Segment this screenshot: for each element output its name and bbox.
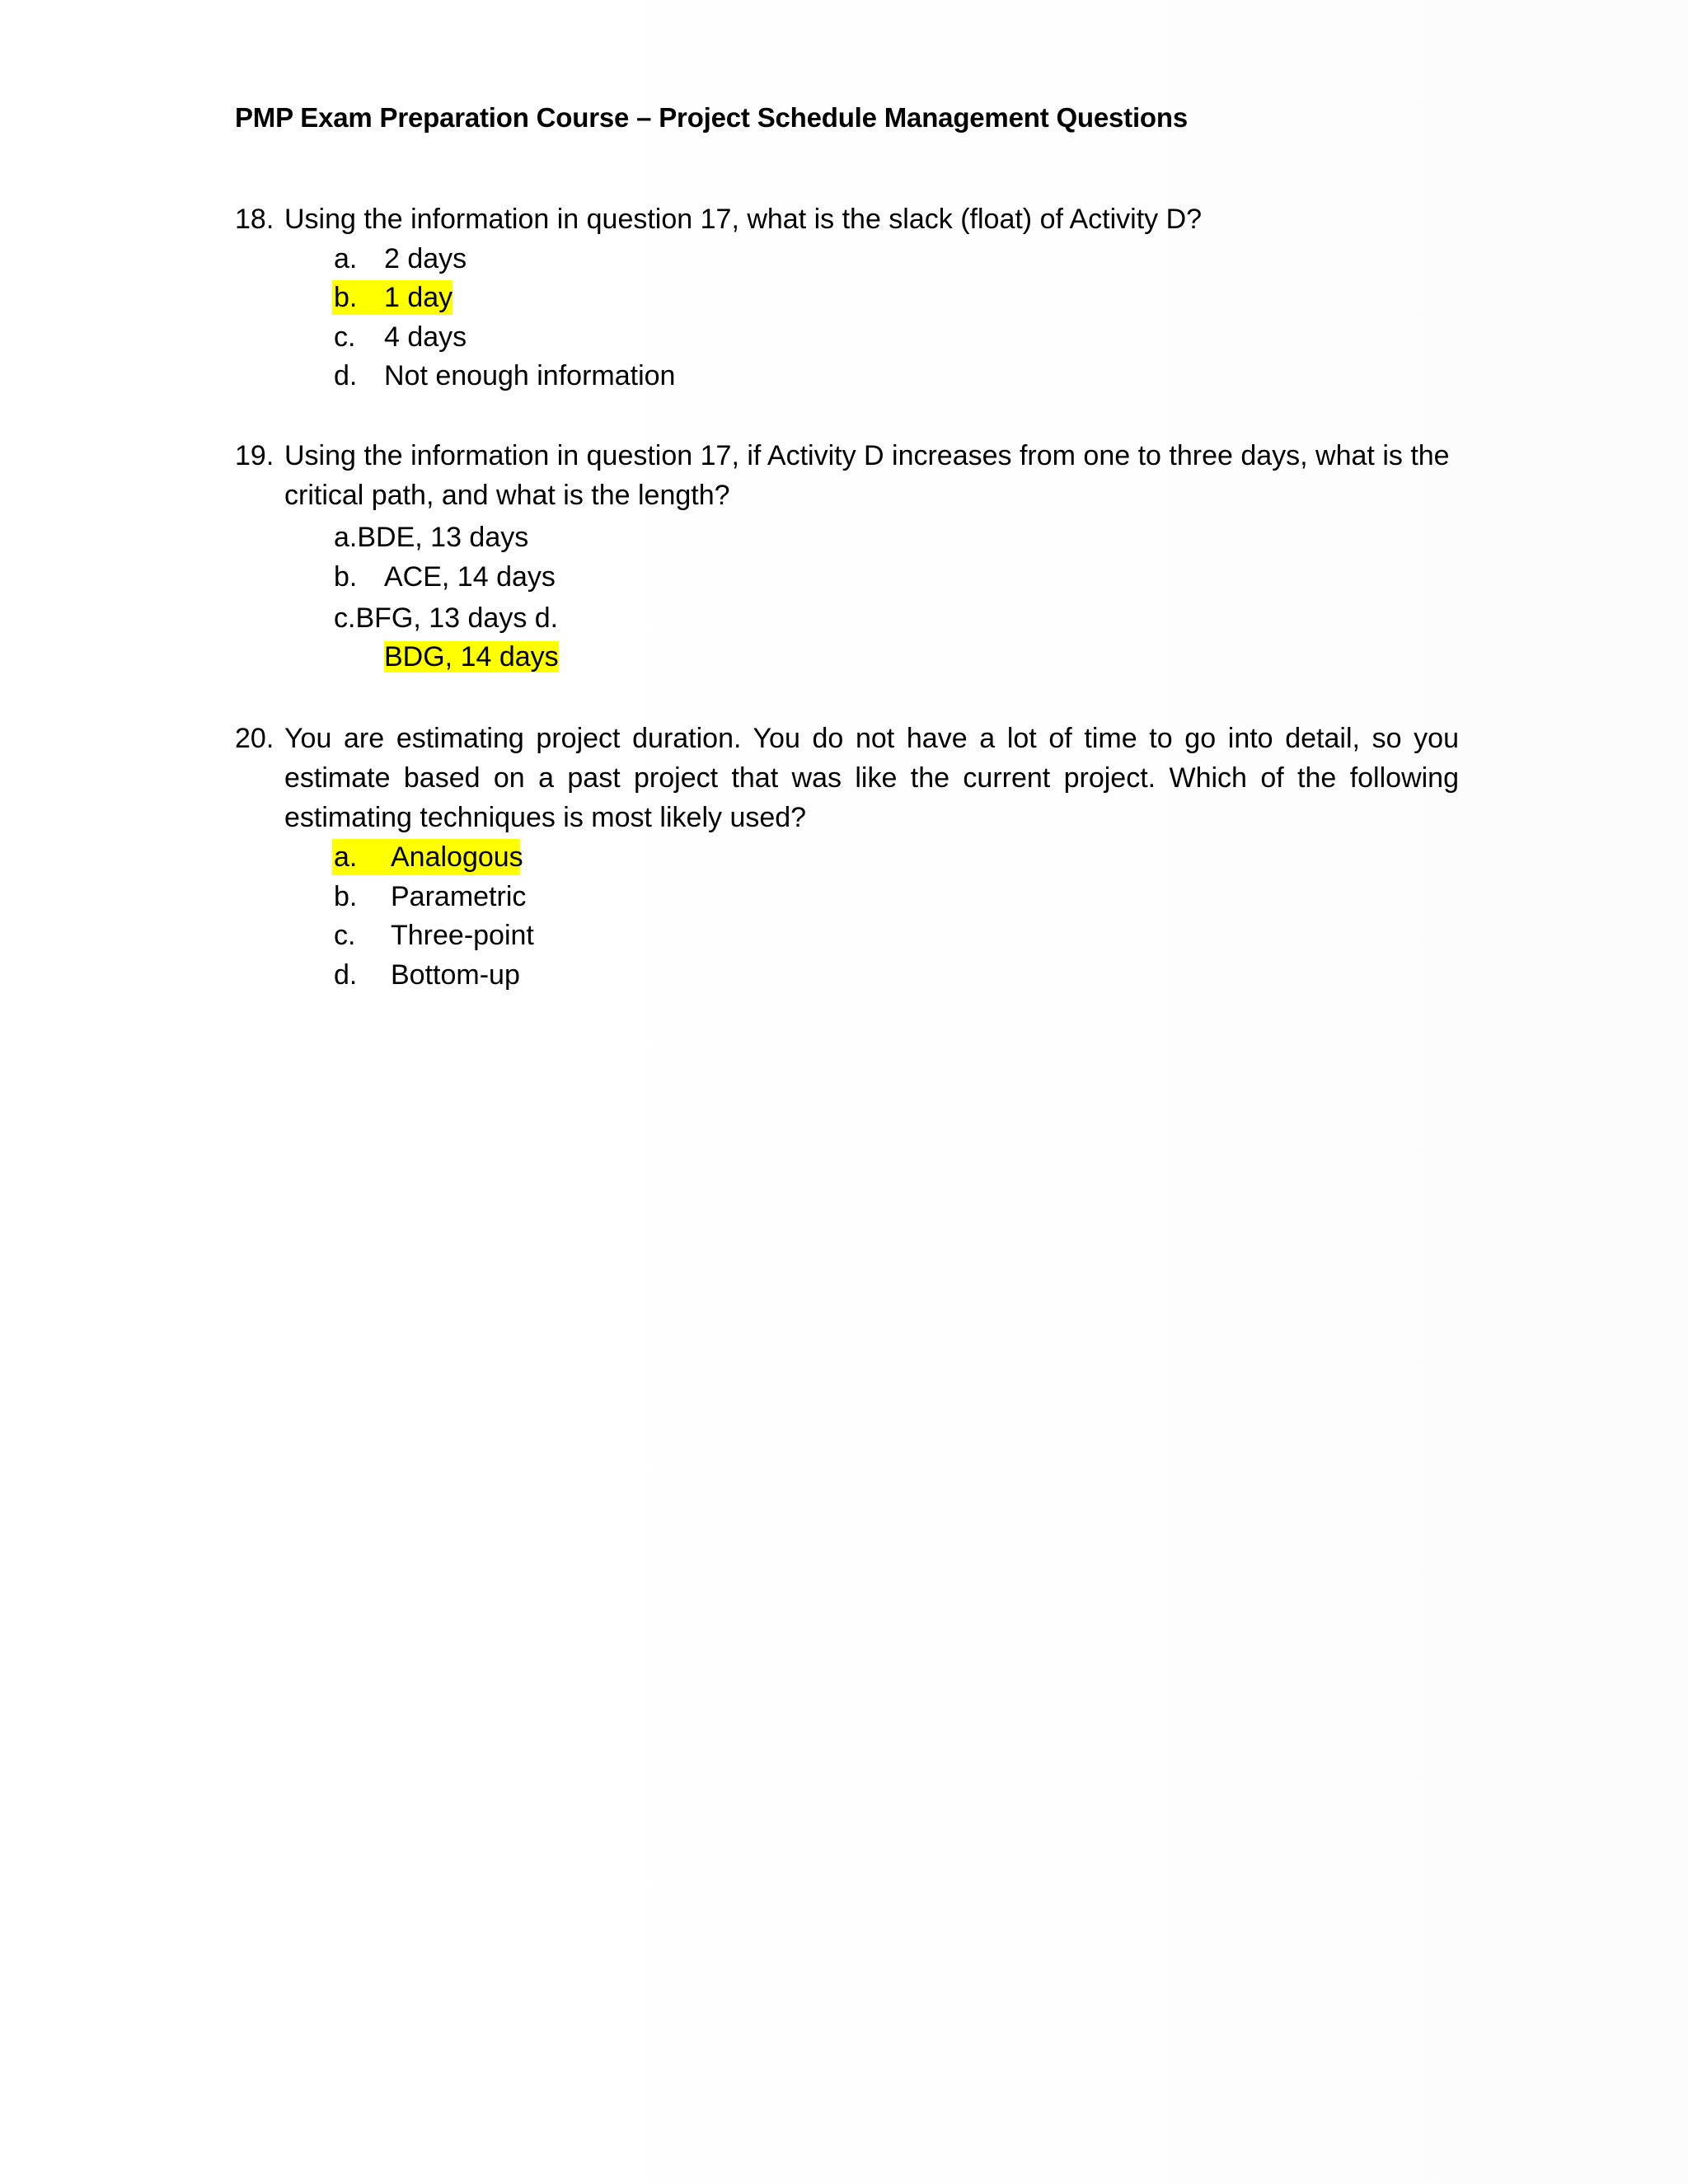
question-text: Using the information in question 17, what is the slack (float) of Activity D? <box>284 204 1203 235</box>
document-title: PMP Exam Preparation Course – Project Schedule Management Questions <box>235 102 1189 133</box>
option-text: Three-point <box>391 920 534 951</box>
option-letter: d. <box>334 959 358 991</box>
question-text-line: critical path, and what is the length? <box>284 480 730 511</box>
question-text-line: Using the information in question 17, if Activity D increases from one to three days, what is the <box>284 440 1450 471</box>
option-text: 4 days <box>384 321 467 353</box>
option-text: Bottom-up <box>391 959 520 991</box>
option-letter: b. <box>334 881 358 912</box>
option-letter: d. <box>334 360 358 391</box>
option-text: 1 day <box>384 282 453 313</box>
question-text-line: estimating techniques is most likely used? <box>284 802 807 833</box>
option-text: 2 days <box>384 243 467 274</box>
option-text-highlighted <box>384 639 559 675</box>
answer-highlight: BDG, 14 days <box>384 641 559 673</box>
question-number: 18. <box>235 204 274 235</box>
question-number: 20. <box>235 723 274 754</box>
question-number: 19. <box>235 440 274 471</box>
option-text: ACE, 14 days <box>384 561 556 593</box>
question-text-line: estimate based on a past project that was like the current project. Which of the following <box>284 762 1459 794</box>
option-text: Parametric <box>391 881 527 912</box>
option-letter: b. <box>334 561 358 593</box>
option-letter: c. <box>334 321 356 353</box>
option-letter: c. <box>334 920 356 951</box>
option-text: Analogous <box>391 841 523 873</box>
question-text-line: You are estimating project duration. You do not have a lot of time to go into detail, so you <box>284 723 1459 754</box>
option-letter: b. <box>334 282 358 313</box>
option-text: Not enough information <box>384 360 676 391</box>
option-letter: a. <box>334 841 358 873</box>
option-letter: a. <box>334 243 358 274</box>
option-text: a.BDE, 13 days <box>334 522 529 553</box>
option-text: c.BFG, 13 days d. <box>334 602 559 634</box>
